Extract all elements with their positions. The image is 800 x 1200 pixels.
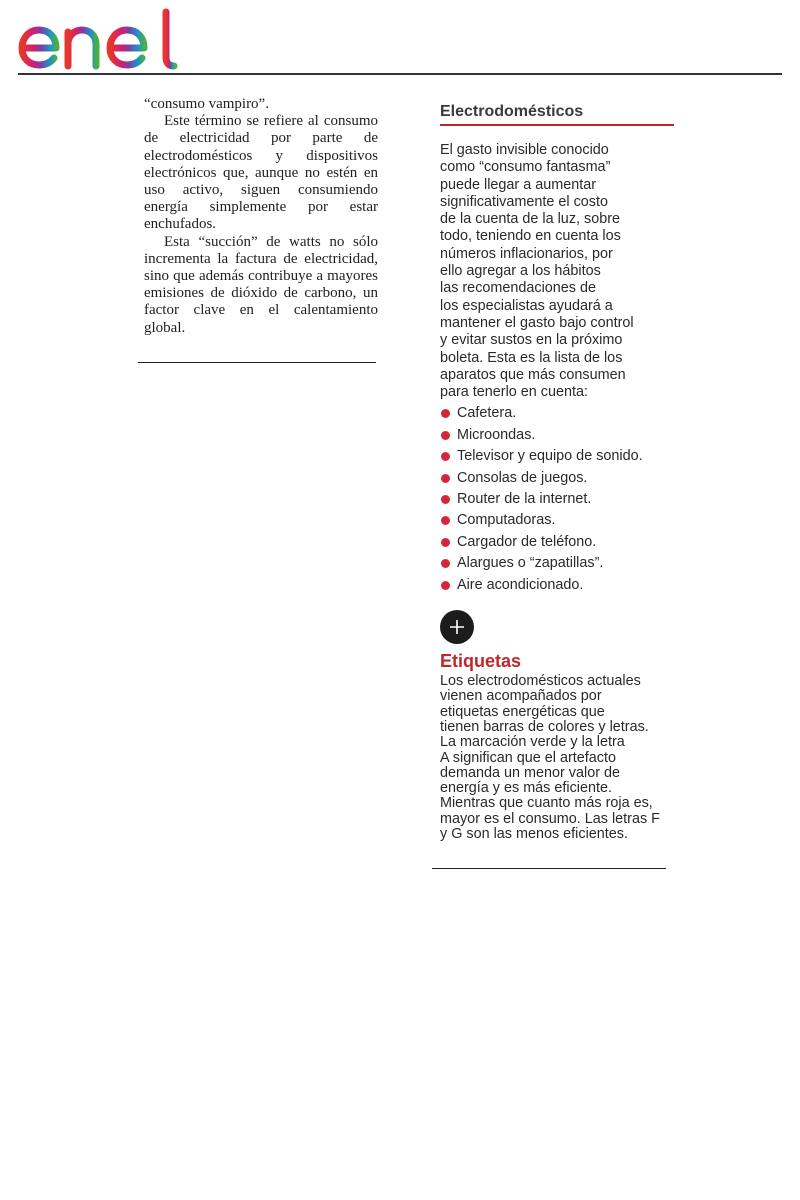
right-column-end-rule	[432, 868, 666, 869]
intro-paragraph: El gasto invisible conocido como “consumo fantasma” puede llegar a aumentar significativamente el costo de la cuenta de la luz, sobre todo, teniendo en cuenta los números inflacionarios, por ello agregar a los hábitos las recomendaciones de los especialistas ayudará a mantener el gasto bajo control y evitar sustos en la próximo boleta. Esta es la lista de los aparatos que más consumen para tenerlo en cuenta:	[440, 142, 634, 401]
article-paragraph: Esta “succión” de watts no sólo incrementa la factura de electricidad, sino que además contribuye a mayores emisiones de dióxido de carbono, un factor clave en el calentamiento global.	[144, 233, 378, 336]
appliance-list	[440, 403, 676, 596]
list-item	[440, 510, 676, 531]
list-item	[440, 446, 676, 467]
bullet-dot-icon	[441, 581, 450, 590]
list-item-label: Televisor y equipo de sonido.	[457, 448, 643, 465]
list-item	[440, 425, 676, 446]
list-item-label: Alargues o “zapatillas”.	[457, 555, 604, 572]
list-item	[440, 403, 676, 424]
list-item	[440, 489, 676, 510]
article-paragraph: Este término se refiere al consumo de electricidad por parte de electrodomésticos y dispositivos electrónicos que, aunque no estén en uso activo, siguen consumiendo energía simplemente por estar enchufados.	[144, 113, 378, 233]
bullet-dot-icon	[441, 516, 450, 525]
bullet-dot-icon	[441, 431, 450, 440]
list-item-label: Router de la internet.	[457, 491, 592, 508]
list-item	[440, 468, 676, 489]
list-item-label: Cafetera.	[457, 405, 517, 422]
bullet-dot-icon	[441, 559, 450, 568]
bullet-dot-icon	[441, 538, 450, 547]
left-column-end-rule	[138, 362, 376, 363]
list-item-label: Aire acondicionado.	[457, 576, 584, 593]
list-item	[440, 575, 676, 596]
list-item-label: Consolas de juegos.	[457, 469, 588, 486]
header-divider	[18, 73, 782, 75]
article-paragraph: “consumo vampiro”.	[144, 96, 269, 112]
plus-icon	[449, 619, 465, 635]
plus-badge	[440, 610, 474, 644]
bullet-dot-icon	[441, 495, 450, 504]
enel-logo	[16, 6, 186, 72]
bullet-dot-icon	[441, 452, 450, 461]
list-item	[440, 553, 676, 574]
left-article-column	[144, 96, 378, 337]
page-header	[0, 0, 800, 76]
section-title: Electrodomésticos	[440, 102, 674, 126]
list-item-label: Computadoras.	[457, 512, 556, 529]
list-item	[440, 532, 676, 553]
list-item-label: Microondas.	[457, 426, 536, 443]
etiquetas-heading: Etiquetas	[440, 651, 522, 672]
etiquetas-paragraph: Los electrodomésticos actuales vienen acompañados por etiquetas energéticas que tienen barras de colores y letras. La marcación verde y la letra A significan que el artefacto demanda un menor valor de energía y es más eficiente. Mientras que cuanto más roja es, mayor es el consumo. Las letras F y G son las menos eficientes.	[440, 673, 660, 843]
bullet-dot-icon	[441, 474, 450, 483]
list-item-label: Cargador de teléfono.	[457, 533, 597, 550]
bullet-dot-icon	[441, 409, 450, 418]
right-sidebar-column	[440, 102, 676, 842]
